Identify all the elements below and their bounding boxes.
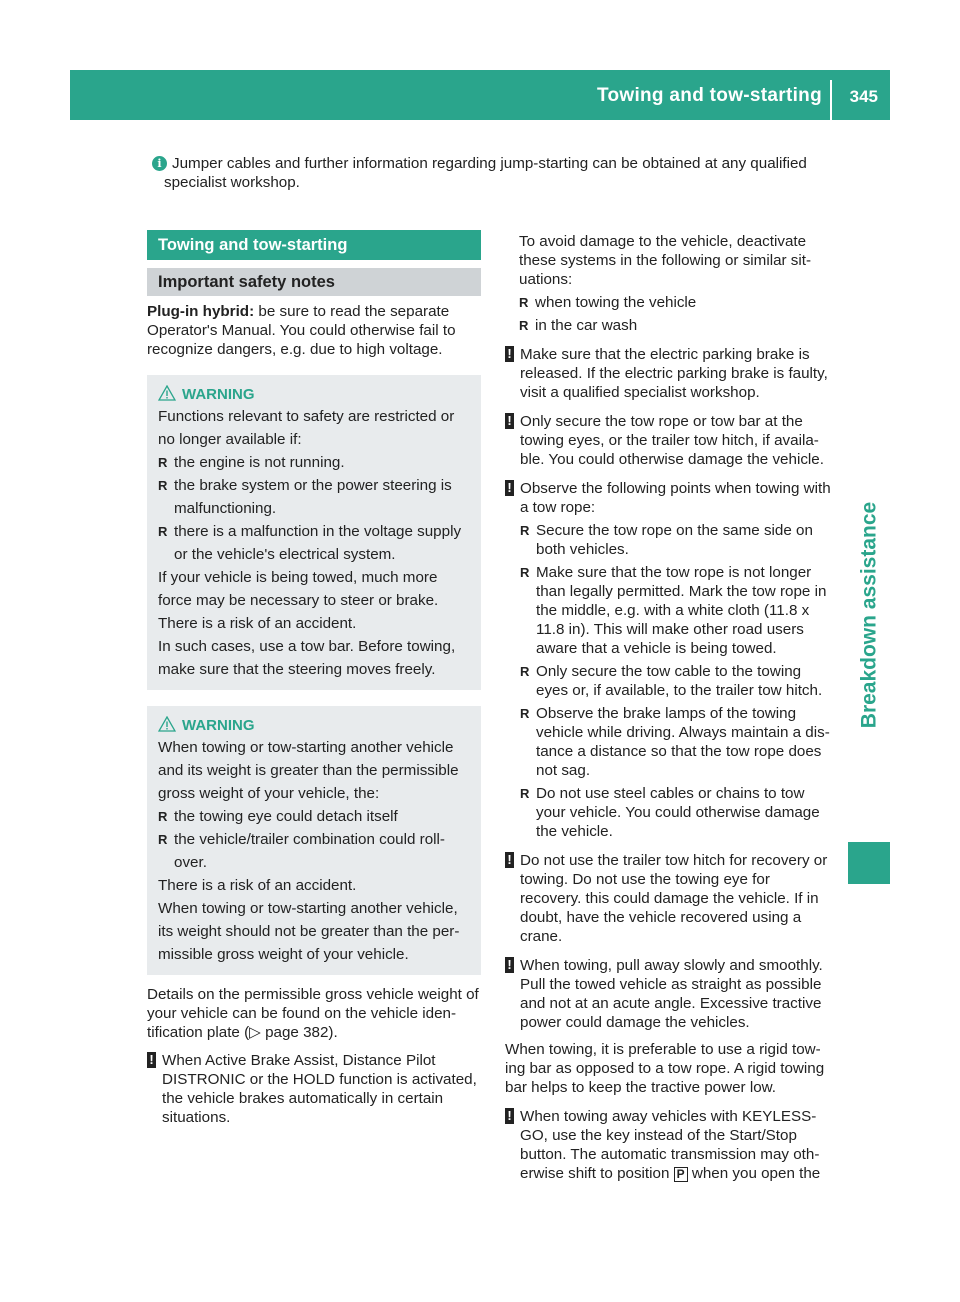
caution-note-text: Make sure that the electric parking brake is released. If the electric parking brake is faulty, visit a qualified specialist workshop. xyxy=(520,346,828,401)
warning-triangle-icon xyxy=(158,385,176,401)
caution-note-text: when you open the xyxy=(687,1165,821,1182)
observe-bullet: R Make sure that the tow rope is not longer than legally permitted. Mark the tow rope in the middle, e.g. with a white cloth (11.8 x 11.8 in). This will make other road users aware that a vehicle is being towed. xyxy=(520,563,835,658)
exclamation-icon: ! xyxy=(505,957,514,973)
caution-note xyxy=(505,851,835,946)
warning-label: WARNING xyxy=(182,717,255,734)
caution-note-text: When Active Brake Assist, Distance Pilot DISTRONIC or the HOLD function is activated, the vehicle brakes automatically in certain situations. xyxy=(162,1052,477,1126)
caution-note xyxy=(147,1051,481,1127)
info-note-line2: specialist workshop. xyxy=(164,174,300,191)
info-note xyxy=(158,154,838,192)
warning-bullet: R the towing eye could detach itself xyxy=(158,805,473,828)
left-column xyxy=(147,230,481,1127)
caution-note xyxy=(505,956,835,1032)
right-column xyxy=(505,232,835,1183)
exclamation-icon: ! xyxy=(505,852,514,868)
caution-note xyxy=(505,412,835,469)
caution-note xyxy=(505,345,835,402)
warning-text: There is a risk of an accident. xyxy=(158,877,357,894)
park-gear-icon: P xyxy=(674,1167,688,1182)
observe-bullet: R Only secure the tow cable to the towing eyes or, if available, to the trailer tow hitch. xyxy=(520,662,835,700)
page-number: 345 xyxy=(849,87,878,106)
warning-text: When towing or tow-starting another vehicle, its weight should not be greater than the per-missible gross weight of your vehicle. xyxy=(158,900,460,963)
caution-note-text: Do not use the trailer tow hitch for recovery or towing. Do not use the towing eye for recovery. this could damage the vehicle. If in doubt, have the vehicle recovered using a crane. xyxy=(520,852,828,945)
warning-bullet: R there is a malfunction in the voltage supply or the vehicle's electrical system. xyxy=(158,520,473,566)
deactivate-bullet: R when towing the vehicle xyxy=(519,293,835,312)
page-header xyxy=(70,70,890,120)
caution-note-text: When towing, pull away slowly and smoothly. Pull the towed vehicle as straight as possible and not at an acute angle. Excessive tractive power could damage the vehicles. xyxy=(520,957,823,1031)
exclamation-icon: ! xyxy=(505,413,514,429)
warning-text: When towing or tow-starting another vehicle and its weight is greater than the permissible gross weight of your vehicle, the: xyxy=(158,739,459,802)
info-note-line1: Jumper cables and further information regarding jump-starting can be obtained at any qualified xyxy=(172,155,807,172)
observe-bullet: R Do not use steel cables or chains to tow your vehicle. You could otherwise damage the vehicle. xyxy=(520,784,835,841)
warning-bullet: R the vehicle/trailer combination could roll-over. xyxy=(158,828,473,874)
section-title: Towing and tow-starting xyxy=(147,230,481,260)
observe-bullet: R Observe the brake lamps of the towing vehicle while driving. Always maintain a dis-tance a distance so that the tow rope does not sag. xyxy=(520,704,835,780)
page-reference-link[interactable]: page 382). xyxy=(265,1024,338,1041)
caution-note-text: Observe the following points when towing with a tow rope: xyxy=(520,480,831,516)
header-title: Towing and tow-starting xyxy=(596,85,822,106)
warning-label: WARNING xyxy=(182,386,255,403)
warning-header xyxy=(158,716,473,736)
warning-triangle-icon xyxy=(158,716,176,732)
exclamation-icon: ! xyxy=(505,346,514,362)
warning-text: If your vehicle is being towed, much more force may be necessary to steer or brake. There is a risk of an accident. xyxy=(158,569,439,632)
warning-text: In such cases, use a tow bar. Before towing, make sure that the steering moves freely. xyxy=(158,638,456,678)
plug-in-hybrid-label: Plug-in hybrid: xyxy=(147,303,255,320)
warning-header xyxy=(158,385,473,405)
info-icon: i xyxy=(152,156,167,171)
exclamation-icon: ! xyxy=(505,480,514,496)
subsection-title: Important safety notes xyxy=(147,268,481,296)
plug-in-hybrid-note xyxy=(147,302,481,359)
chapter-marker xyxy=(848,842,890,884)
chapter-tab-label: Breakdown assistance xyxy=(857,501,881,729)
observe-bullet: R Secure the tow rope on the same side on both vehicles. xyxy=(520,521,835,559)
deactivate-intro: To avoid damage to the vehicle, deactivate these systems in the following or similar sit-uations: xyxy=(519,233,812,288)
caution-note-text: Only secure the tow rope or tow bar at the towing eyes, or the trailer tow hitch, if availa-ble. You could otherwise damage the vehicle. xyxy=(520,413,824,468)
warning-bullet: R the engine is not running. xyxy=(158,451,473,474)
caution-note xyxy=(505,1107,835,1183)
exclamation-icon: ! xyxy=(505,1108,514,1124)
header-separator xyxy=(830,80,832,120)
chapter-tab xyxy=(848,501,890,729)
caution-note-text: When towing away vehicles with KEYLESS-GO, use the key instead of the Start/Stop button. The automatic transmission may oth-erwise shift to position xyxy=(520,1108,820,1182)
warning-text: Functions relevant to safety are restricted or no longer available if: xyxy=(158,408,455,448)
details-paragraph xyxy=(147,985,481,1042)
warning-box-2 xyxy=(147,706,481,975)
deactivate-bullet: R in the car wash xyxy=(519,316,835,335)
details-text: Details on the permissible gross vehicle weight of your vehicle can be found on the vehicle iden-tification plate ( xyxy=(147,986,479,1041)
page-reference-arrow-icon: ▷ xyxy=(249,1024,261,1041)
exclamation-icon: ! xyxy=(147,1052,156,1068)
rigid-tow-bar-text: When towing, it is preferable to use a rigid tow-ing bar as opposed to a tow rope. A rigid towing bar helps to keep the tractive power low. xyxy=(505,1041,825,1096)
caution-note xyxy=(505,479,835,841)
warning-bullet: R the brake system or the power steering is malfunctioning. xyxy=(158,474,473,520)
plug-in-hybrid-text: be sure to read the separate Operator's Manual. You could otherwise fail to recognize dangers, e.g. due to high voltage. xyxy=(147,303,456,358)
warning-box-1 xyxy=(147,375,481,690)
